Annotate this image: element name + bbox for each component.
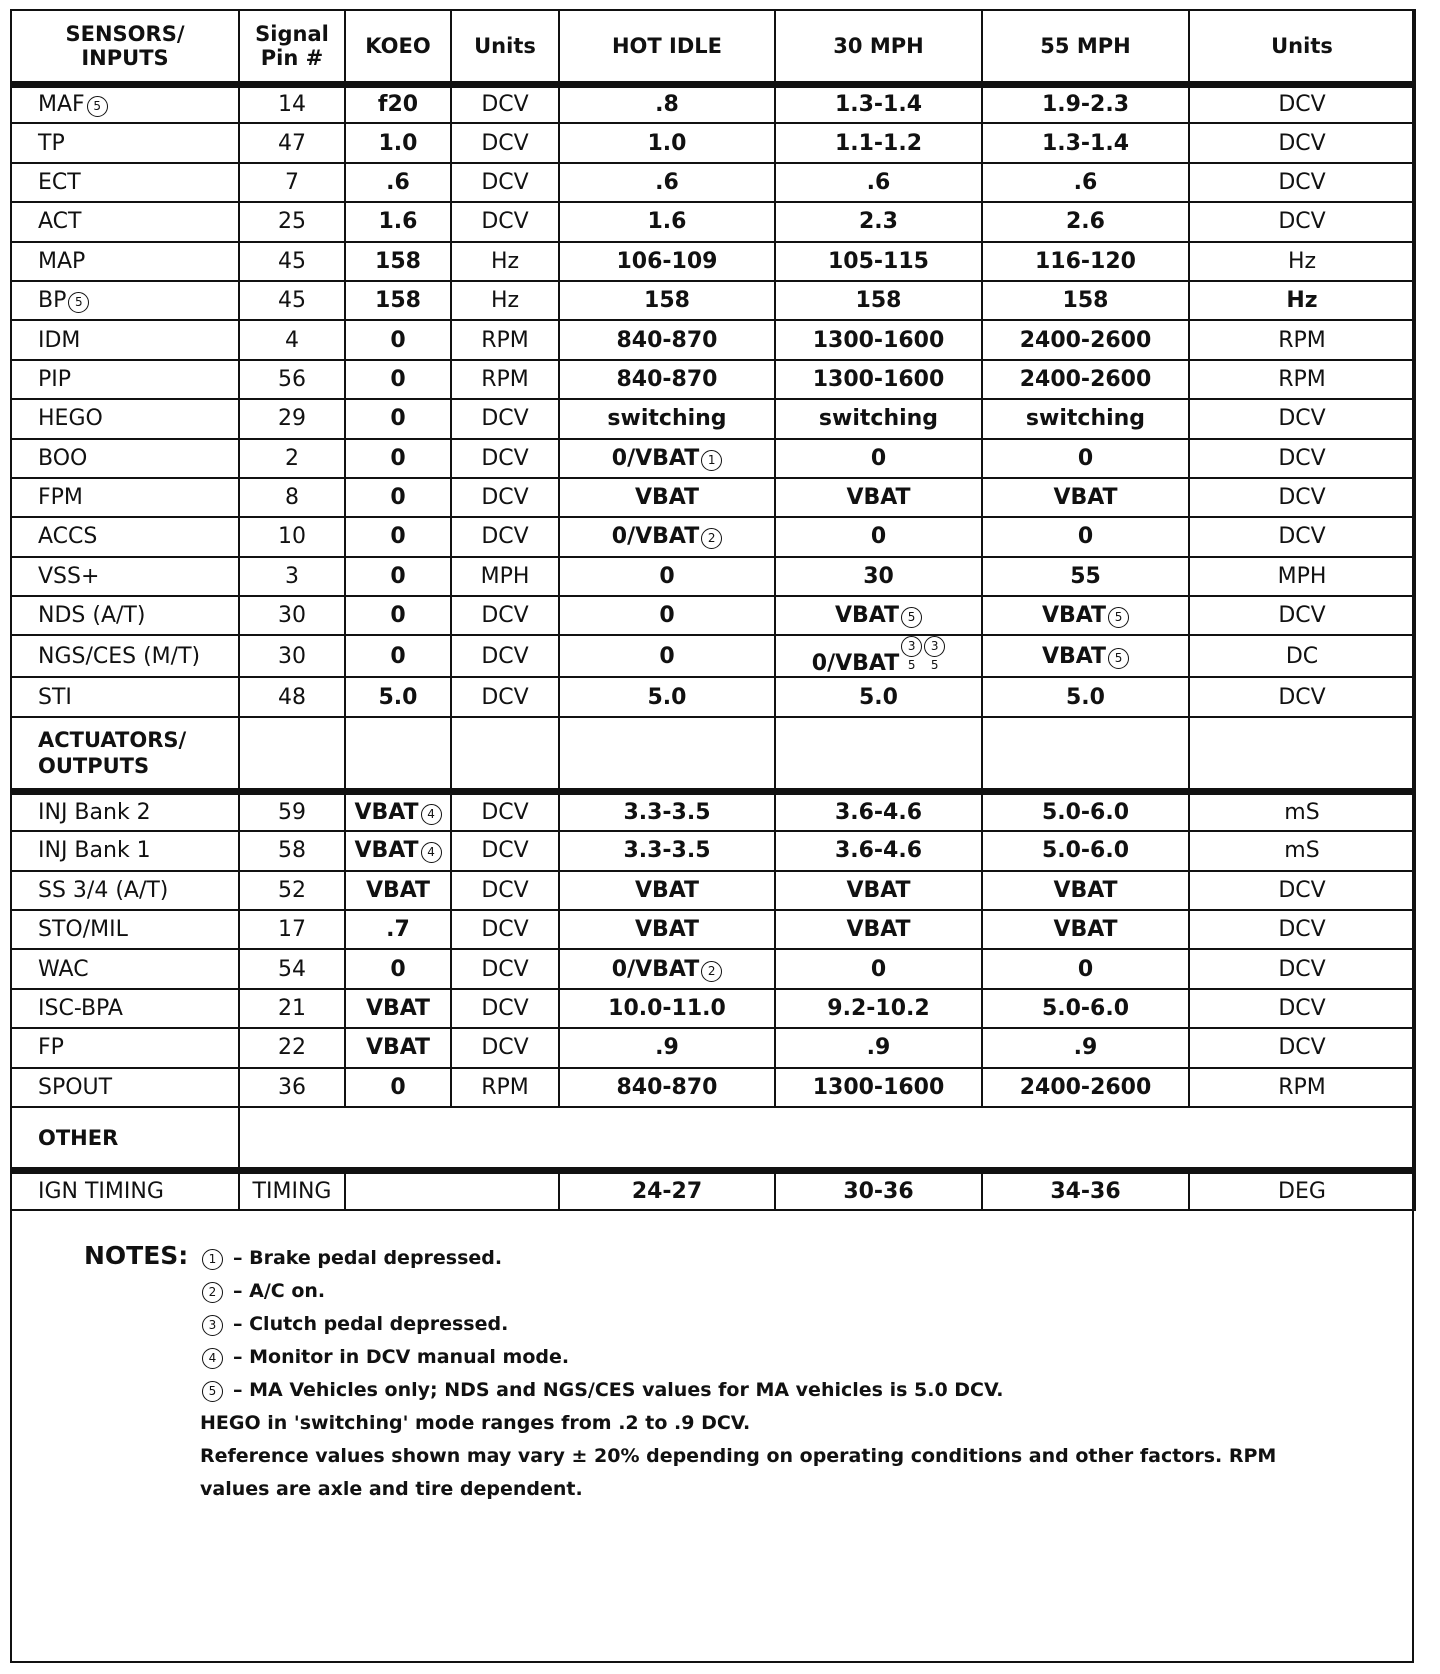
unit-cell: DCV — [451, 910, 559, 949]
hot-idle-cell: VBAT — [559, 871, 775, 910]
pin-cell: 30 — [239, 635, 345, 677]
note-item: 5 – MA Vehicles only; NDS and NGS/CES values for MA vehicles is 5.0 DCV. — [200, 1374, 1003, 1406]
mph55-cell: 2400-2600 — [982, 320, 1189, 359]
mph55-cell: 55 — [982, 557, 1189, 596]
pin-cell: 22 — [239, 1028, 345, 1067]
unit2-cell: DCV — [1189, 163, 1415, 202]
unit-cell: DCV — [451, 949, 559, 988]
koeo-cell: VBAT — [345, 1028, 451, 1067]
hot-idle-cell: 840-870 — [559, 320, 775, 359]
mph55-cell: 2400-2600 — [982, 1068, 1189, 1107]
pin-cell: 45 — [239, 242, 345, 281]
mph30-cell: 30-36 — [775, 1171, 982, 1210]
note-ref-icon: 2 — [202, 1282, 223, 1303]
hot-idle-cell: 3.3-3.5 — [559, 792, 775, 831]
koeo-cell: 158 — [345, 242, 451, 281]
mph55-cell: 2400-2600 — [982, 360, 1189, 399]
unit2-cell: DCV — [1189, 596, 1415, 635]
mph30-cell: VBAT — [775, 910, 982, 949]
note-ref-icon: 2 — [701, 961, 722, 982]
note-ref-icon: 5 — [1108, 648, 1129, 669]
mph55-cell: VBAT 5 — [982, 596, 1189, 635]
header-hot-idle: HOT IDLE — [559, 10, 775, 84]
unit-cell: DCV — [451, 517, 559, 556]
koeo-cell: 0 — [345, 399, 451, 438]
table-row — [11, 677, 1415, 716]
unit-cell: DCV — [451, 478, 559, 517]
row-name: NDS (A/T) — [11, 596, 239, 635]
hot-idle-cell: 158 — [559, 281, 775, 320]
unit-cell: DCV — [451, 989, 559, 1028]
unit-cell: DCV — [451, 202, 559, 241]
pin-cell: 48 — [239, 677, 345, 716]
note-item: 1 – Brake pedal depressed. — [200, 1242, 502, 1274]
unit-cell: DCV — [451, 439, 559, 478]
koeo-cell: f20 — [345, 84, 451, 123]
pin-cell: 56 — [239, 360, 345, 399]
mph30-cell: 2.3 — [775, 202, 982, 241]
note-ref-icon: 3 5 — [901, 636, 922, 657]
koeo-cell: .7 — [345, 910, 451, 949]
koeo-cell: 158 — [345, 281, 451, 320]
actuators-section-row — [11, 717, 1415, 792]
pin-cell: 14 — [239, 84, 345, 123]
table-row — [11, 792, 1415, 831]
unit2-cell: DCV — [1189, 949, 1415, 988]
unit2-cell: DCV — [1189, 84, 1415, 123]
unit-cell: MPH — [451, 557, 559, 596]
pin-cell: 17 — [239, 910, 345, 949]
table-row — [11, 831, 1415, 870]
unit2-cell: DCV — [1189, 871, 1415, 910]
unit2-cell: DEG — [1189, 1171, 1415, 1210]
unit-cell: Hz — [451, 242, 559, 281]
unit2-cell: MPH — [1189, 557, 1415, 596]
row-name: WAC — [11, 949, 239, 988]
table-row — [11, 517, 1415, 556]
unit2-cell: RPM — [1189, 1068, 1415, 1107]
note-ref-icon: 3 5 — [924, 636, 945, 657]
row-name: PIP — [11, 360, 239, 399]
unit2-cell: DCV — [1189, 399, 1415, 438]
unit2-cell: DC — [1189, 635, 1415, 677]
table-row — [11, 1028, 1415, 1067]
hot-idle-cell: 24-27 — [559, 1171, 775, 1210]
table-row — [11, 84, 1415, 123]
mph55-cell: .9 — [982, 1028, 1189, 1067]
pin-cell: 4 — [239, 320, 345, 359]
note-text: values are axle and tire dependent. — [200, 1478, 583, 1500]
row-name: VSS+ — [11, 557, 239, 596]
row-name: BP 5 — [11, 281, 239, 320]
table-row — [11, 163, 1415, 202]
header-units-2: Units — [1189, 10, 1415, 84]
mph55-cell: VBAT — [982, 910, 1189, 949]
row-name: INJ Bank 1 — [11, 831, 239, 870]
mph30-cell: switching — [775, 399, 982, 438]
row-name: NGS/CES (M/T) — [11, 635, 239, 677]
hot-idle-cell: 5.0 — [559, 677, 775, 716]
unit2-cell: DCV — [1189, 989, 1415, 1028]
pin-cell: 7 — [239, 163, 345, 202]
mph30-cell: .9 — [775, 1028, 982, 1067]
row-name: BOO — [11, 439, 239, 478]
hot-idle-cell: .6 — [559, 163, 775, 202]
unit-cell: RPM — [451, 320, 559, 359]
pin-cell: 21 — [239, 989, 345, 1028]
table-row — [11, 399, 1415, 438]
unit-cell: Hz — [451, 281, 559, 320]
pin-cell: 54 — [239, 949, 345, 988]
header-units: Units — [451, 10, 559, 84]
pin-cell: 3 — [239, 557, 345, 596]
koeo-cell: 0 — [345, 635, 451, 677]
mph30-cell: 1300-1600 — [775, 360, 982, 399]
unit-cell: DCV — [451, 677, 559, 716]
notes-title: NOTES: — [84, 1241, 189, 1270]
note-ref-icon: 1 — [202, 1249, 223, 1270]
note-ref-icon: 5 — [202, 1381, 223, 1402]
table-row — [11, 910, 1415, 949]
row-name: SPOUT — [11, 1068, 239, 1107]
header-55mph: 55 MPH — [982, 10, 1189, 84]
note-item: 3 – Clutch pedal depressed. — [200, 1308, 508, 1340]
koeo-cell: 0 — [345, 320, 451, 359]
mph30-cell: 0 — [775, 517, 982, 556]
mph55-cell: 158 — [982, 281, 1189, 320]
pin-cell: 36 — [239, 1068, 345, 1107]
unit2-cell: DCV — [1189, 1028, 1415, 1067]
mph55-cell: VBAT — [982, 871, 1189, 910]
unit-cell: DCV — [451, 1028, 559, 1067]
reference-values-table — [10, 9, 1416, 1211]
mph30-cell: 1.3-1.4 — [775, 84, 982, 123]
unit-cell: DCV — [451, 871, 559, 910]
pin-cell: 52 — [239, 871, 345, 910]
row-name: IGN TIMING — [11, 1171, 239, 1210]
note-text: Reference values shown may vary ± 20% depending on operating conditions and other factors. RPM — [200, 1445, 1277, 1467]
header-sensors: SENSORS/ INPUTS — [11, 10, 239, 84]
table-row — [11, 360, 1415, 399]
table-row — [11, 478, 1415, 517]
row-name: TP — [11, 123, 239, 162]
row-name: SS 3/4 (A/T) — [11, 871, 239, 910]
table-row — [11, 596, 1415, 635]
unit-cell: RPM — [451, 1068, 559, 1107]
note-text: HEGO in 'switching' mode ranges from .2 to .9 DCV. — [200, 1412, 751, 1434]
pin-cell: 58 — [239, 831, 345, 870]
mph55-cell: 0 — [982, 439, 1189, 478]
mph30-cell: .6 — [775, 163, 982, 202]
table-row — [11, 989, 1415, 1028]
koeo-cell: .6 — [345, 163, 451, 202]
mph30-cell: 1.1-1.2 — [775, 123, 982, 162]
unit-cell: DCV — [451, 84, 559, 123]
koeo-cell: VBAT 4 — [345, 831, 451, 870]
unit-cell: DCV — [451, 163, 559, 202]
ign-timing-row — [11, 1171, 1415, 1210]
hot-idle-cell: 0 — [559, 557, 775, 596]
table-row — [11, 123, 1415, 162]
row-name: IDM — [11, 320, 239, 359]
mph55-cell: 0 — [982, 517, 1189, 556]
row-name: STO/MIL — [11, 910, 239, 949]
unit-cell: RPM — [451, 360, 559, 399]
mph30-cell: 1300-1600 — [775, 1068, 982, 1107]
koeo-cell: 1.0 — [345, 123, 451, 162]
mph30-cell: 3.6-4.6 — [775, 831, 982, 870]
table-row — [11, 871, 1415, 910]
note-ref-icon: 4 — [421, 842, 442, 863]
mph55-cell: 5.0-6.0 — [982, 989, 1189, 1028]
mph55-cell: 1.9-2.3 — [982, 84, 1189, 123]
koeo-cell: VBAT 4 — [345, 792, 451, 831]
mph30-cell: 3.6-4.6 — [775, 792, 982, 831]
note-ref-icon: 2 — [701, 528, 722, 549]
unit2-cell: DCV — [1189, 478, 1415, 517]
pin-cell: 29 — [239, 399, 345, 438]
row-name: ACCS — [11, 517, 239, 556]
pin-cell: 59 — [239, 792, 345, 831]
note-ref-icon: 1 — [701, 450, 722, 471]
mph30-cell: 1300-1600 — [775, 320, 982, 359]
unit2-cell: DCV — [1189, 123, 1415, 162]
unit2-cell: DCV — [1189, 439, 1415, 478]
hot-idle-cell: VBAT — [559, 478, 775, 517]
row-name: STI — [11, 677, 239, 716]
mph55-cell: 34-36 — [982, 1171, 1189, 1210]
hot-idle-cell: .9 — [559, 1028, 775, 1067]
hot-idle-cell: 0/VBAT 1 — [559, 439, 775, 478]
pin-cell: 8 — [239, 478, 345, 517]
unit2-cell: DCV — [1189, 202, 1415, 241]
koeo-cell: 0 — [345, 517, 451, 556]
hot-idle-cell: VBAT — [559, 910, 775, 949]
hot-idle-cell: 1.6 — [559, 202, 775, 241]
pin-cell: 10 — [239, 517, 345, 556]
mph30-cell: 158 — [775, 281, 982, 320]
row-name: MAP — [11, 242, 239, 281]
koeo-cell: 5.0 — [345, 677, 451, 716]
unit-cell: DCV — [451, 596, 559, 635]
mph30-cell: 0/VBAT3 53 5 — [775, 635, 982, 677]
pin-cell: TIMING — [239, 1171, 345, 1210]
row-name: INJ Bank 2 — [11, 792, 239, 831]
unit2-cell: DCV — [1189, 517, 1415, 556]
mph30-cell: 5.0 — [775, 677, 982, 716]
mph30-cell: 9.2-10.2 — [775, 989, 982, 1028]
mph55-cell: 5.0-6.0 — [982, 792, 1189, 831]
hot-idle-cell: 0 — [559, 635, 775, 677]
row-name: HEGO — [11, 399, 239, 438]
mph55-cell: switching — [982, 399, 1189, 438]
mph55-cell: .6 — [982, 163, 1189, 202]
table-row — [11, 202, 1415, 241]
koeo-cell: 0 — [345, 478, 451, 517]
row-name: ECT — [11, 163, 239, 202]
mph55-cell: 0 — [982, 949, 1189, 988]
mph55-cell: 1.3-1.4 — [982, 123, 1189, 162]
header-row — [11, 10, 1415, 84]
koeo-cell: VBAT — [345, 989, 451, 1028]
hot-idle-cell: 840-870 — [559, 360, 775, 399]
mph30-cell: VBAT 5 — [775, 596, 982, 635]
row-name: ACT — [11, 202, 239, 241]
koeo-cell: 0 — [345, 596, 451, 635]
pin-cell: 2 — [239, 439, 345, 478]
table-row — [11, 320, 1415, 359]
header-signal-pin: Signal Pin # — [239, 10, 345, 84]
pin-cell: 45 — [239, 281, 345, 320]
header-koeo: KOEO — [345, 10, 451, 84]
table-row — [11, 635, 1415, 677]
table-body — [11, 84, 1415, 1210]
mph55-cell: 5.0-6.0 — [982, 831, 1189, 870]
unit-cell: DCV — [451, 792, 559, 831]
actuators-label: ACTUATORS/ OUTPUTS — [11, 717, 239, 792]
koeo-cell: 0 — [345, 557, 451, 596]
unit-cell: DCV — [451, 399, 559, 438]
unit2-cell: mS — [1189, 831, 1415, 870]
hot-idle-cell: switching — [559, 399, 775, 438]
hot-idle-cell: 0 — [559, 596, 775, 635]
unit-cell: DCV — [451, 831, 559, 870]
row-name: FPM — [11, 478, 239, 517]
mph30-cell: VBAT — [775, 478, 982, 517]
unit2-cell: mS — [1189, 792, 1415, 831]
unit-cell: DCV — [451, 123, 559, 162]
mph30-cell: 30 — [775, 557, 982, 596]
unit2-cell: DCV — [1189, 910, 1415, 949]
note-ref-icon: 5 — [901, 607, 922, 628]
mph30-cell: 0 — [775, 949, 982, 988]
hot-idle-cell: 1.0 — [559, 123, 775, 162]
note-ref-icon: 4 — [202, 1348, 223, 1369]
pin-cell: 25 — [239, 202, 345, 241]
mph55-cell: VBAT — [982, 478, 1189, 517]
row-name: MAF 5 — [11, 84, 239, 123]
pin-cell: 47 — [239, 123, 345, 162]
pin-cell: 30 — [239, 596, 345, 635]
hot-idle-cell: 840-870 — [559, 1068, 775, 1107]
koeo-cell: 0 — [345, 439, 451, 478]
other-section-row — [11, 1107, 1415, 1171]
note-ref-icon: 5 — [87, 96, 108, 117]
mph55-cell: VBAT 5 — [982, 635, 1189, 677]
koeo-cell: 0 — [345, 360, 451, 399]
row-name: ISC-BPA — [11, 989, 239, 1028]
table-row — [11, 949, 1415, 988]
table-row — [11, 439, 1415, 478]
mph55-cell: 2.6 — [982, 202, 1189, 241]
unit2-cell: DCV — [1189, 677, 1415, 716]
unit2-cell: RPM — [1189, 320, 1415, 359]
note-ref-icon: 5 — [1108, 607, 1129, 628]
unit-cell: DCV — [451, 635, 559, 677]
header-30mph: 30 MPH — [775, 10, 982, 84]
note-ref-icon: 4 — [421, 804, 442, 825]
table-row — [11, 281, 1415, 320]
koeo-cell: 0 — [345, 949, 451, 988]
mph30-cell: VBAT — [775, 871, 982, 910]
table-row — [11, 242, 1415, 281]
note-item: 4 – Monitor in DCV manual mode. — [200, 1341, 569, 1373]
hot-idle-cell: 0/VBAT 2 — [559, 517, 775, 556]
table-row — [11, 557, 1415, 596]
mph30-cell: 0 — [775, 439, 982, 478]
mph30-cell: 105-115 — [775, 242, 982, 281]
row-name: FP — [11, 1028, 239, 1067]
note-ref-icon: 5 — [68, 292, 89, 313]
unit2-cell: Hz — [1189, 242, 1415, 281]
unit2-cell: RPM — [1189, 360, 1415, 399]
hot-idle-cell: 106-109 — [559, 242, 775, 281]
table-row — [11, 1068, 1415, 1107]
mph55-cell: 116-120 — [982, 242, 1189, 281]
mph55-cell: 5.0 — [982, 677, 1189, 716]
hot-idle-cell: 10.0-11.0 — [559, 989, 775, 1028]
hot-idle-cell: .8 — [559, 84, 775, 123]
note-item: 2 – A/C on. — [200, 1275, 325, 1307]
hot-idle-cell: 0/VBAT 2 — [559, 949, 775, 988]
koeo-cell: 0 — [345, 1068, 451, 1107]
koeo-cell: 1.6 — [345, 202, 451, 241]
unit2-cell: Hz — [1189, 281, 1415, 320]
koeo-cell: VBAT — [345, 871, 451, 910]
other-label: OTHER — [11, 1107, 239, 1171]
note-ref-icon: 3 — [202, 1315, 223, 1336]
hot-idle-cell: 3.3-3.5 — [559, 831, 775, 870]
